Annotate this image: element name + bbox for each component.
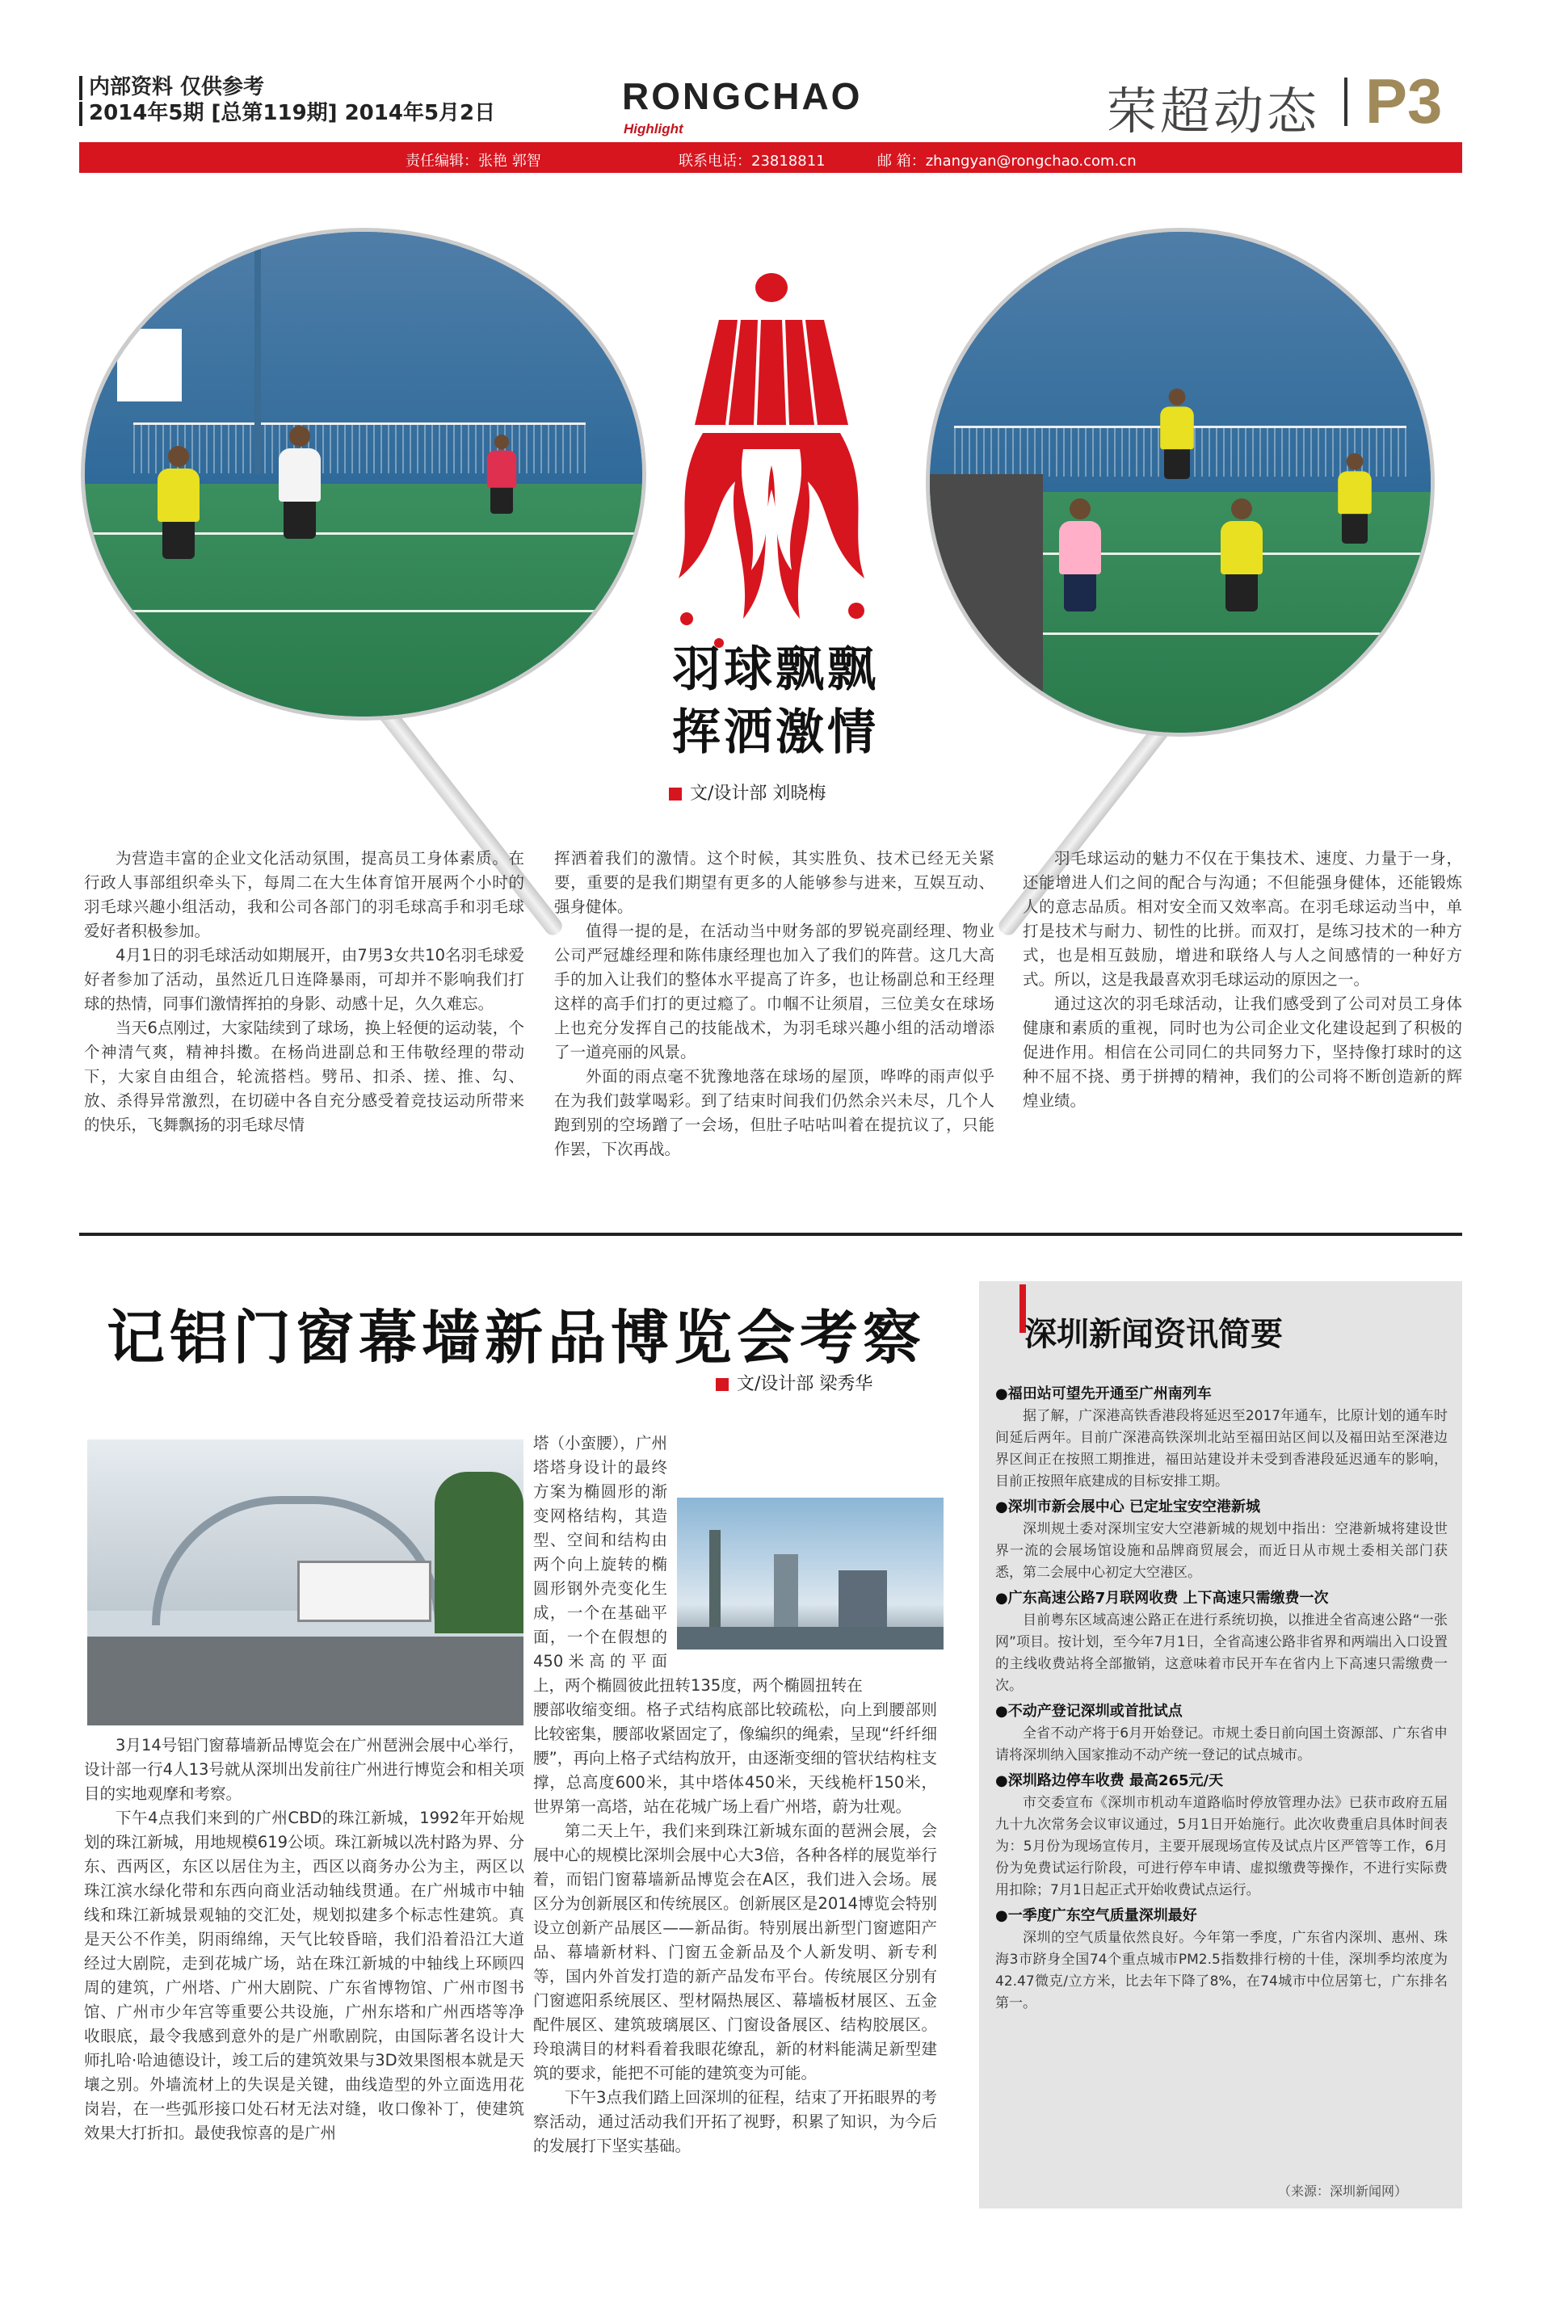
article2-byline: 文/设计部 梁秀华 <box>716 1370 872 1395</box>
article1-title-line1: 羽球飘飘 <box>672 641 879 698</box>
news-body: 市交委宣布《深圳市机动车道路临时停放管理办法》已获市政府五届九十九次常务会议审议通过，5月1日开始施行。此次收费重启具体时间表为：5月份为现场宣传月，主要开展现场宣传及试点片区严管等工作，6月份为免费试运行阶段，可进行停车申请、虚拟缴费等操作，不进行实际费用扣除；7月1日起正式开始收费试点运行。 <box>995 1795 1448 1898</box>
article1-column1: 为营造丰富的企业文化活动氛围，提高员工身体素质。在行政人事部组织牵头下，每周二在大生体育馆开展两个小时的羽毛球兴趣小组活动，我和公司各部门的羽毛球高手和羽毛球爱好者积极参加。 4月1日的羽毛球活动如期展开，由7男3女共10名羽毛球爱好者参加了活动，虽然近几日连降暴雨，可却并不影响我们打球的热情，同事们激情挥拍的身影、动感十足，久久难忘。 当天6点刚过，大家陆续到了球场，换上轻便的运动装，个个神清气爽，精神抖擞。在杨尚进副总和王伟敬经理的带动下，大家自由组合，轮流搭档。劈吊、扣杀、搓、推、勾、放、杀得异常激烈，在切磋中各自充分感受着竞技运动所带来的快乐，飞舞飘扬的羽毛球尽情 <box>84 849 524 1134</box>
issue-info: 2014年5期 [总第119期] 2014年5月2日 <box>89 101 496 125</box>
news-body: 据了解，广深港高铁香港段将延迟至2017年通车，比原计划的通车时间延后两年。目前广深港高铁深圳北站至福田站区间以及福田站至深港边界区间正在按照工期推进，福田站建设并未受到香港段延迟通车的影响，目前正按照年底建成的目标安排工期。 <box>995 1408 1448 1490</box>
internal-note: 内部资料 仅供参考 <box>89 75 265 99</box>
section-title: 荣超动态 <box>1107 82 1321 141</box>
sidebar-title: 深圳新闻资讯简要 <box>1024 1316 1283 1353</box>
editor-label: 责任编辑：张艳 郭智 <box>406 153 541 170</box>
news-body: 深圳规土委对深圳宝安大空港新城的规划中指出：空港新城将建设世界一流的会展场馆设施和品牌商贸展会，而近日从市规土委相关部门获悉，第二会展中心初定大空港区。 <box>995 1521 1448 1581</box>
article2-column1: 3月14号铝门窗幕墙新品博览会在广州琶洲会展中心举行，设计部一行4人13号就从深圳出发前往广州进行博览会和相关项目的实地观摩和考察。 下午4点我们来到的广州CBD的珠江新城，1992年开始规划的珠江新城，用地规模619公顷。珠江新城以冼村路为界、分东、西两区，东区以居住为主，西区以商务办公为主，两区以珠江滨水绿化带和东西向商业活动轴线贯通。在广州城市中轴线和珠江新城景观轴的交汇处，规划拟建多个标志性建筑。真是天公不作美，阴雨绵绵，天气比较昏暗，我们沿着沿江大道经过大剧院，走到花城广场，站在珠江新城的中轴线上环顾四周的建筑，广州塔、广州大剧院、广东省博物馆、广州市图书馆、广州市少年宫等重要公共设施，广州东塔和广州西塔等净收眼底，最令我感到意外的是广州歌剧院，由国际著名设计大师扎哈·哈迪德设计，竣工后的建筑效果与3D效果图根本就是天壤之别。外墙流材上的失误是关键，曲线造型的外立面选用花岗岩，在一些弧形接口处石材无法对缝，收口像补丁，使建筑效果大打折扣。最使我惊喜的是广州 <box>84 1736 524 2142</box>
news-item <box>995 1700 1448 1767</box>
masthead-info <box>79 74 495 126</box>
news-headline: ●深圳路边停车收费 最高265元/天 <box>995 1772 1224 1789</box>
sidebar-news-list <box>995 1380 1448 2015</box>
badminton-doubles-photo <box>926 228 1435 737</box>
news-item <box>995 1383 1448 1493</box>
mail-label: 邮 箱：zhangyan@rongchao.com.cn <box>877 153 1137 170</box>
exhibition-center-photo <box>87 1439 523 1725</box>
news-headline: ●福田站可望先开通至广州南列车 <box>995 1385 1212 1402</box>
news-item <box>995 1770 1448 1902</box>
news-body: 目前粤东区域高速公路正在进行系统切换，以推进全省高速公路“一张网”项目。按计划，至今年7月1日，全省高速公路非省界和两端出入口设置的主线收费站将全部撤销，这意味着市民开车在省内上下高速只需缴费一次。 <box>995 1612 1448 1694</box>
news-headline: ●深圳市新会展中心 已定址宝安空港新城 <box>995 1498 1260 1515</box>
news-item <box>995 1905 1448 2015</box>
section-divider <box>1344 78 1347 126</box>
article1-column2: 挥洒着我们的激情。这个时候，其实胜负、技术已经无关紧要，重要的是我们期望有更多的人能够参与进来，互娱互动、强身健体。 值得一提的是，在活动当中财务部的罗锐亮副经理、物业公司严冠雄经理和陈伟康经理也加入了我们的阵营。这几大高手的加入让我们的整体水平提高了许多，也让杨副总和王经理这样的高手们打的更过瘾了。巾帼不让须眉，三位美女在球场上也充分发挥自己的技能战术，为羽毛球兴趣小组的活动增添了一道亮丽的风景。 外面的雨点毫不犹豫地落在球场的屋顶，哗哗的雨声似乎在为我们鼓掌喝彩。到了结束时间我们仍然余兴未尽，几个人跑到别的空场蹭了一会场，但肚子咕咕叫着在提抗议了，只能作罢，下次再战。 <box>554 849 994 1158</box>
news-body: 全省不动产将于6月开始登记。市规土委日前向国土资源部、广东省申请将深圳纳入国家推动不动产统一登记的试点城市。 <box>995 1725 1448 1763</box>
canton-tower-skyline-photo <box>677 1498 944 1649</box>
header-info-bar <box>79 142 1462 173</box>
news-body: 深圳的空气质量依然良好。今年第一季度，广东省内深圳、惠州、珠海3市跻身全国74个重点城市PM2.5指数排行榜的十佳，深圳季均浓度为42.47微克/立方米，比去年下降了8%，在74城市中位居第七，广东排名第一。 <box>995 1930 1448 2011</box>
news-item <box>995 1587 1448 1697</box>
section-rule <box>79 1233 1462 1236</box>
news-headline: ●广东高速公路7月联网收费 上下高速只需缴费一次 <box>995 1590 1329 1607</box>
news-headline: ●一季度广东空气质量深圳最好 <box>995 1907 1197 1924</box>
shuttlecock-flame-logo <box>662 263 881 659</box>
article1-column3: 羽毛球运动的魅力不仅在于集技术、速度、力量于一身，还能增进人们之间的配合与沟通；不但能强身健体，还能锻炼人的意志品质。相对安全而又效率高。在羽毛球运动当中，单打是技术与耐力、韧性的比拼。而双打，是练习技术的一种方式，也是相互鼓励，增进和联络人与人之间感情的一种好方式。所以，这是我最喜欢羽毛球运动的原因之一。 通过这次的羽毛球活动，让我们感受到了公司对员工身体健康和素质的重视，同时也为公司企业文化建设起到了积极的促进作用。相信在公司同仁的共同努力下，坚持像打球时的这种不屈不挠、勇于拼搏的精神，我们的公司将不断创造新的辉煌业绩。 <box>1023 849 1462 1110</box>
phone-label: 联系电话：23818811 <box>679 153 826 170</box>
badminton-court-photo <box>81 228 646 721</box>
brand-subtitle: Highlight <box>624 121 683 137</box>
article1-title-line2: 挥洒激情 <box>672 704 879 761</box>
article1-byline: 文/设计部 刘晓梅 <box>669 780 826 805</box>
page-number: P3 <box>1365 65 1443 137</box>
news-headline: ●不动产登记深圳或首批试点 <box>995 1703 1183 1720</box>
brand-name: RONGCHAO <box>622 75 863 117</box>
article2-title: 记铝门窗幕墙新品博览会考察 <box>107 1304 927 1372</box>
news-source: （来源：深圳新闻网） <box>1278 2183 1408 2199</box>
article1-title <box>638 638 913 764</box>
news-item <box>995 1496 1448 1584</box>
article2-column2: 塔（小蛮腰），广州塔塔身设计的最终方案为椭圆形的渐变网格结构，其造型、空间和结构由两个向上旋转的椭圆形钢外壳变化生成，一个在基础平面，一个在假想的450米高的平面上，两个椭圆彼此扭转135度，两个椭圆扭转在 腰部收缩变细。格子式结构底部比较疏松，向上到腰部则比较密集，腰部收紧固定了，像编织的绳索，呈现“纤纤细腰”，再向上格子式结构放开，由逐渐变细的管状结构柱支撑，总高度600米，其中塔体450米，天线桅杆150米，世界第一高塔，站在花城广场上看广州塔，蔚为壮观。 第二天上午，我们来到珠江新城东面的琶洲会展，会展中心的规模比深圳会展中心大3倍，各种各样的展览举行着，而铝门窗幕墙新品博览会在A区，我们进入会场。展区分为创新展区和传统展区。创新展区是2014博览会特别设立创新产品展区——新品街。特别展出新型门窗遮阳产品、幕墙新材料、门窗五金新品及个人新发明、新专利等，国内外首发打造的新产品发布平台。传统展区分别有门窗遮阳系统展区、型材隔热展区、幕墙板材展区、五金配件展区、建筑玻璃展区、门窗设备展区、结构胶展区。玲琅满目的材料看着我眼花缭乱，新的材料能满足新型建筑的要求，能把不可能的建筑变为可能。 下午3点我们踏上回深圳的征程，结束了开拓眼界的考察活动，通过活动我们开拓了视野，积累了知识，为今后的发展打下坚实基础。 <box>533 1431 937 2158</box>
